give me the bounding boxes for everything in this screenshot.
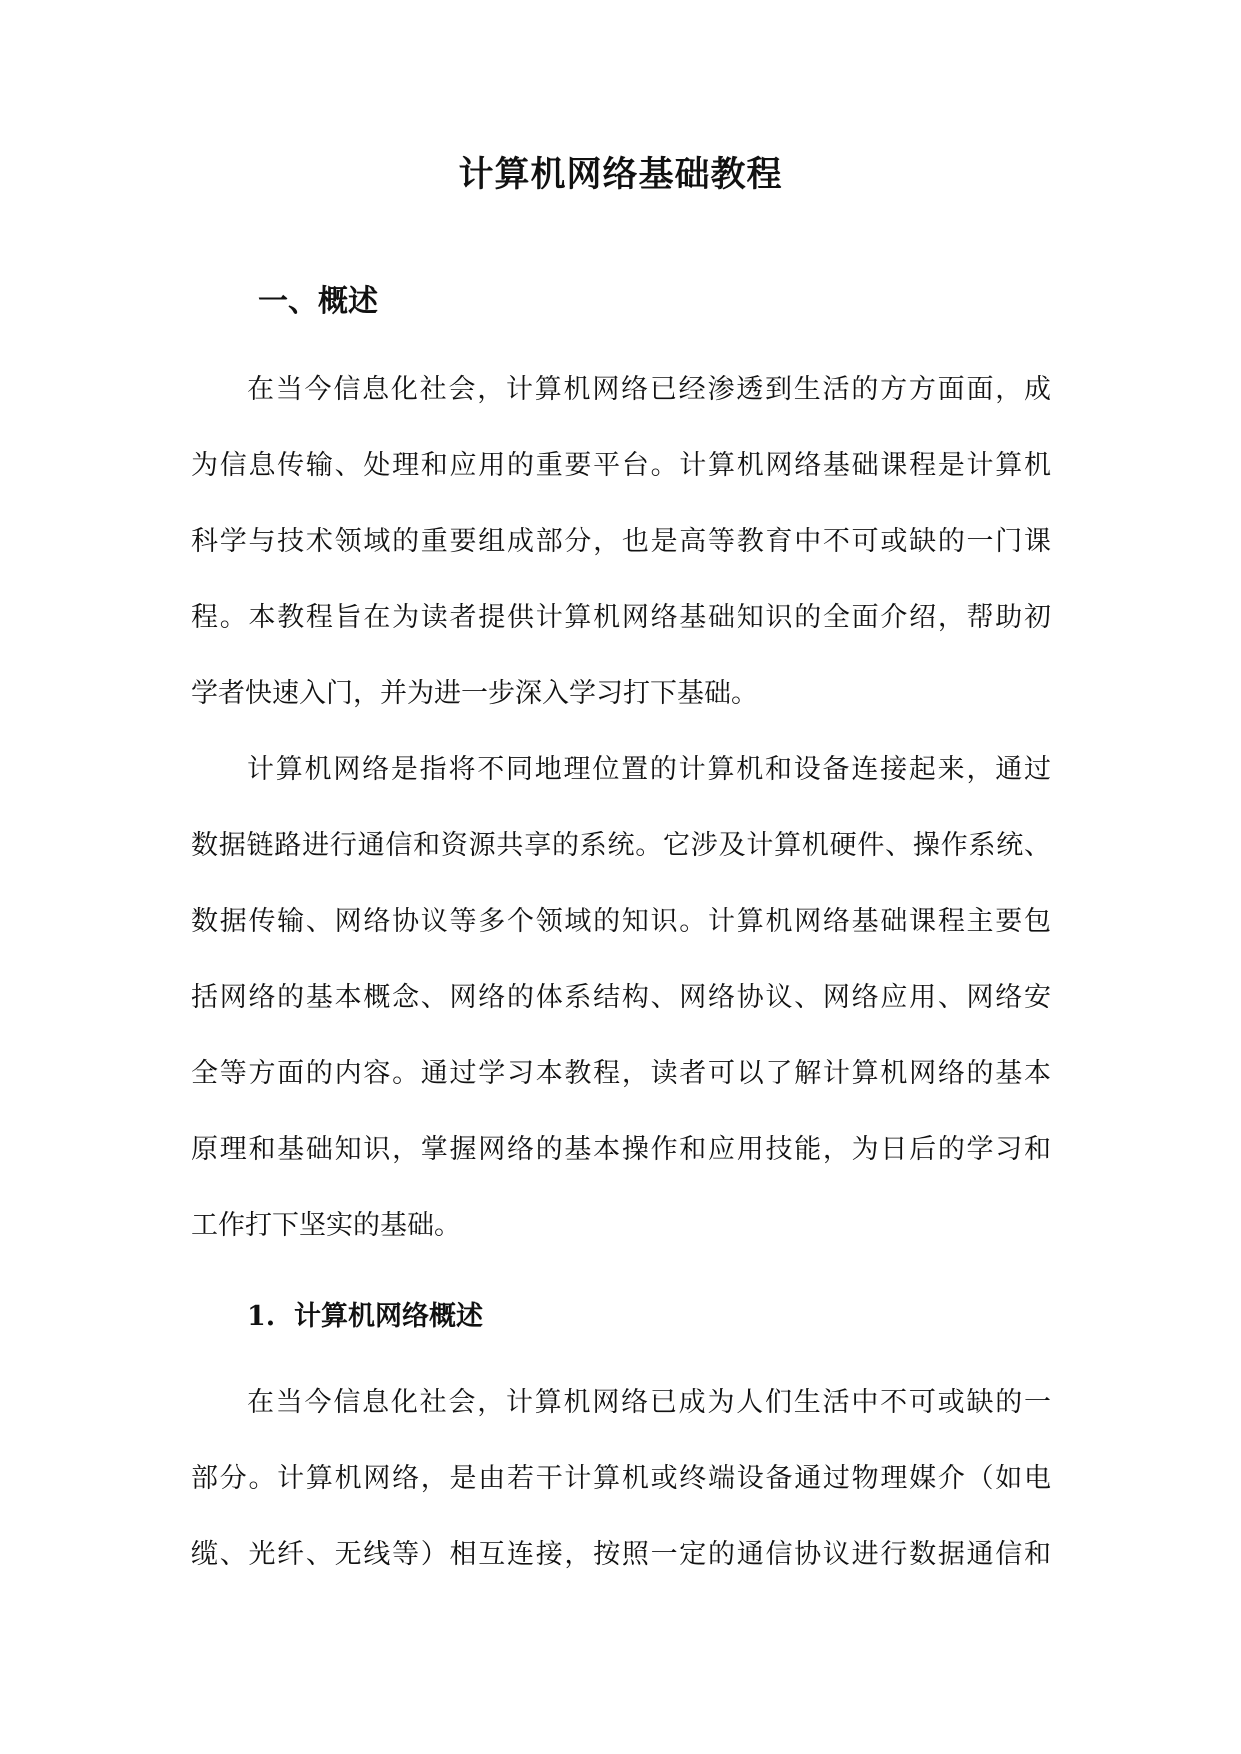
paragraph-line: 数据链路进行通信和资源共享的系统。它涉及计算机硬件、操作系统、 [191, 830, 1051, 861]
paragraph [191, 352, 1051, 732]
paragraph-line: 科学与技术领域的重要组成部分，也是高等教育中不可或缺的一门课 [191, 526, 1051, 557]
paragraph-line: 部分。计算机网络，是由若干计算机或终端设备通过物理媒介（如电 [191, 1463, 1051, 1494]
paragraph-line: 工作打下坚实的基础。 [191, 1210, 461, 1241]
paragraph-line: 括网络的基本概念、网络的体系结构、网络协议、网络应用、网络安 [191, 982, 1051, 1013]
subsection-heading-network-overview: 1. 计算机网络概述 [247, 1301, 483, 1332]
paragraph-line: 在当今信息化社会，计算机网络已成为人们生活中不可或缺的一 [247, 1387, 1051, 1418]
paragraph-line: 程。本教程旨在为读者提供计算机网络基础知识的全面介绍，帮助初 [191, 602, 1051, 633]
paragraph-line: 缆、光纤、无线等）相互连接，按照一定的通信协议进行数据通信和 [191, 1539, 1051, 1570]
paragraph-line: 原理和基础知识，掌握网络的基本操作和应用技能，为日后的学习和 [191, 1134, 1051, 1165]
section-heading-overview: 一、概述 [258, 284, 378, 319]
paragraph-line: 在当今信息化社会，计算机网络已经渗透到生活的方方面面，成 [247, 374, 1051, 405]
paragraph-line: 数据传输、网络协议等多个领域的知识。计算机网络基础课程主要包 [191, 906, 1051, 937]
paragraph-line: 为信息传输、处理和应用的重要平台。计算机网络基础课程是计算机 [191, 450, 1051, 481]
document-title: 计算机网络基础教程 [458, 154, 783, 195]
paragraph-line: 学者快速入门，并为进一步深入学习打下基础。 [191, 678, 758, 709]
paragraph [191, 1365, 1051, 1593]
paragraph-line: 全等方面的内容。通过学习本教程，读者可以了解计算机网络的基本 [191, 1058, 1051, 1089]
paragraph [191, 732, 1051, 1264]
paragraph-line: 计算机网络是指将不同地理位置的计算机和设备连接起来，通过 [247, 754, 1051, 785]
